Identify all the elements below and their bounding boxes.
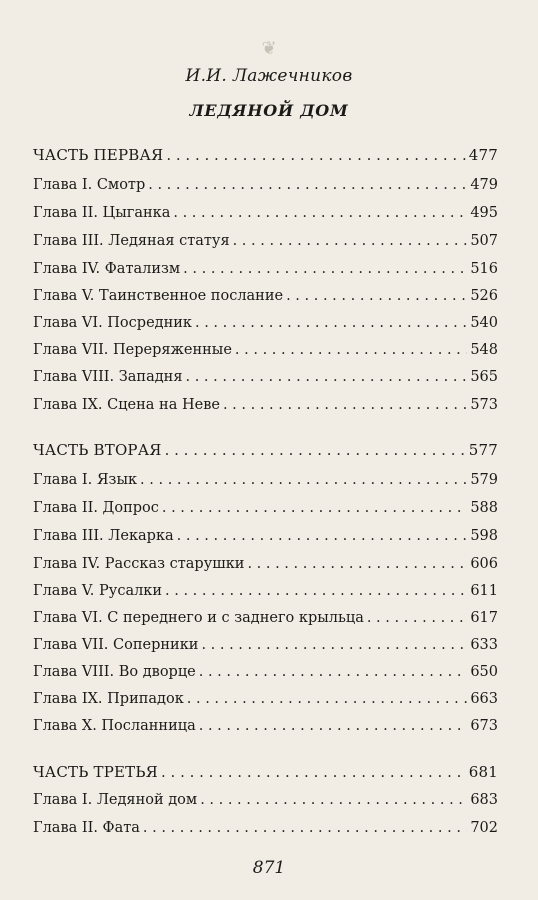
- toc-chapter-entry: [33, 689, 498, 709]
- toc-entry-label: Глава VII. Соперники: [33, 637, 199, 653]
- toc-entry-label: Глава VII. Переряженные: [33, 342, 232, 358]
- toc-chapter-entry: [33, 581, 498, 601]
- toc-entry-page: 606: [470, 556, 498, 572]
- toc-entry-page: 633: [470, 637, 498, 653]
- dot-leader: [166, 145, 465, 165]
- toc-entry-label: Глава X. Посланница: [33, 718, 196, 734]
- dot-leader: [199, 662, 468, 682]
- toc-entry-page: 588: [470, 500, 498, 516]
- toc-entry-page: 577: [468, 441, 498, 459]
- dot-leader: [286, 286, 467, 306]
- toc-entry-page: 598: [470, 528, 498, 544]
- toc-entry-page: 565: [470, 369, 498, 385]
- dot-leader: [195, 313, 467, 333]
- dot-leader: [162, 498, 467, 518]
- dot-leader: [185, 367, 467, 387]
- toc-chapter-entry: [33, 286, 498, 306]
- toc-entry-page: 579: [470, 472, 498, 488]
- dot-leader: [233, 231, 468, 251]
- book-title: ЛЕДЯНОЙ ДОМ: [189, 101, 349, 120]
- toc-chapter-entry: [33, 554, 498, 574]
- toc-entry-page: 495: [470, 205, 498, 221]
- toc-entry-label: Глава IX. Припадок: [33, 691, 184, 707]
- toc-chapter-entry: [33, 790, 498, 810]
- dot-leader: [200, 790, 467, 810]
- toc-chapter-entry: [33, 395, 498, 415]
- dot-leader: [143, 818, 467, 838]
- toc-chapter-entry: [33, 231, 498, 251]
- dot-leader: [247, 554, 467, 574]
- toc-chapter-entry: [33, 526, 498, 546]
- toc-entry-label: ЧАСТЬ ВТОРАЯ: [33, 441, 162, 459]
- dot-leader: [199, 716, 468, 736]
- toc-chapter-entry: [33, 818, 498, 838]
- toc-entry-page: 516: [470, 261, 498, 277]
- toc-entry-page: 663: [470, 691, 498, 707]
- toc-chapter-entry: [33, 716, 498, 736]
- toc-entry-page: 548: [470, 342, 498, 358]
- toc-entry-page: 611: [470, 583, 498, 599]
- toc-chapter-entry: [33, 662, 498, 682]
- toc-chapter-entry: [33, 313, 498, 333]
- toc-entry-label: Глава I. Ледяной дом: [33, 792, 198, 808]
- dot-leader: [165, 440, 466, 460]
- toc-chapter-entry: [33, 203, 498, 223]
- toc-entry-page: 573: [470, 397, 498, 413]
- toc-entry-page: 526: [470, 288, 498, 304]
- author-name: И.И. Лажечников: [185, 66, 353, 86]
- ornament-icon: ❦: [261, 38, 277, 59]
- dot-leader: [183, 259, 467, 279]
- toc-chapter-entry: [33, 259, 498, 279]
- toc-entry-page: 507: [470, 233, 498, 249]
- toc-entry-page: 650: [470, 664, 498, 680]
- toc-chapter-entry: [33, 470, 498, 490]
- toc-entry-label: Глава IV. Фатализм: [33, 261, 181, 277]
- toc-entry-label: Глава I. Смотр: [33, 177, 146, 193]
- toc-part-entry: [33, 145, 498, 165]
- toc-entry-label: Глава II. Фата: [33, 820, 140, 836]
- toc-entry-label: Глава III. Лекарка: [33, 528, 174, 544]
- toc-entry-page: 540: [470, 315, 498, 331]
- toc-entry-label: Глава III. Ледяная статуя: [33, 233, 230, 249]
- toc-part-entry: [33, 762, 498, 782]
- toc-entry-label: Глава VI. Посредник: [33, 315, 192, 331]
- toc-chapter-entry: [33, 635, 498, 655]
- toc-entry-label: Глава IX. Сцена на Неве: [33, 397, 220, 413]
- toc-entry-label: Глава II. Допрос: [33, 500, 159, 516]
- toc-entry-label: Глава V. Русалки: [33, 583, 163, 599]
- toc-entry-page: 702: [470, 820, 498, 836]
- dot-leader: [367, 608, 467, 628]
- toc-entry-page: 479: [470, 177, 498, 193]
- dot-leader: [165, 581, 467, 601]
- toc-chapter-entry: [33, 498, 498, 518]
- toc-entry-label: Глава V. Таинственное послание: [33, 288, 284, 304]
- toc-entry-label: Глава II. Цыганка: [33, 205, 171, 221]
- toc-entry-label: Глава VI. С переднего и с заднего крыльца: [33, 610, 364, 626]
- dot-leader: [140, 470, 467, 490]
- dot-leader: [223, 395, 467, 415]
- toc-entry-label: ЧАСТЬ ТРЕТЬЯ: [33, 763, 158, 781]
- toc-entry-label: ЧАСТЬ ПЕРВАЯ: [33, 146, 164, 164]
- toc-chapter-entry: [33, 175, 498, 195]
- toc-entry-page: 477: [468, 146, 498, 164]
- toc-entry-page: 673: [470, 718, 498, 734]
- toc-entry-page: 681: [468, 763, 498, 781]
- toc-entry-label: Глава VIII. Во дворце: [33, 664, 196, 680]
- toc-entry-label: Глава I. Язык: [33, 472, 138, 488]
- toc-chapter-entry: [33, 367, 498, 387]
- dot-leader: [173, 203, 467, 223]
- page-number: 871: [252, 858, 286, 878]
- dot-leader: [201, 635, 467, 655]
- dot-leader: [187, 689, 468, 709]
- toc-chapter-entry: [33, 608, 498, 628]
- dot-leader: [148, 175, 467, 195]
- dot-leader: [161, 762, 466, 782]
- toc-entry-page: 683: [470, 792, 498, 808]
- toc-entry-page: 617: [470, 610, 498, 626]
- toc-part-entry: [33, 440, 498, 460]
- toc-chapter-entry: [33, 340, 498, 360]
- dot-leader: [235, 340, 467, 360]
- toc-entry-label: Глава IV. Рассказ старушки: [33, 556, 245, 572]
- toc-entry-label: Глава VIII. Западня: [33, 369, 183, 385]
- dot-leader: [177, 526, 468, 546]
